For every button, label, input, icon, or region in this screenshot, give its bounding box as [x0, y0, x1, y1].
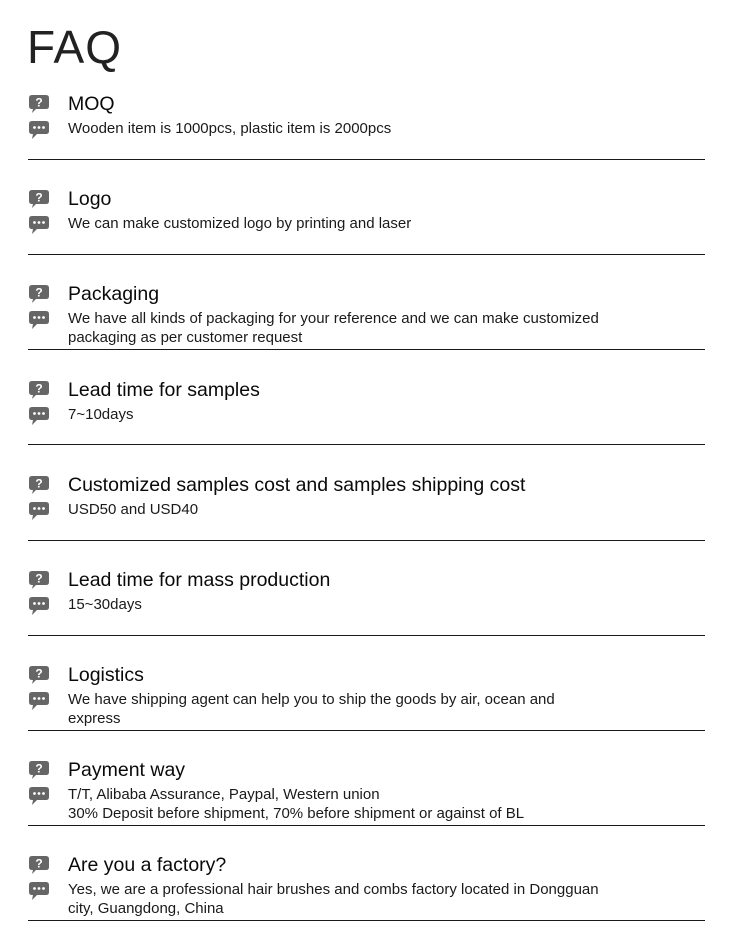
faq-answer	[68, 215, 668, 234]
question-bubble-icon	[28, 855, 50, 875]
faq-answer-line: USD50 and USD40	[68, 501, 199, 518]
chat-bubble-icon	[28, 691, 50, 711]
question-bubble-icon	[28, 284, 50, 304]
faq-answer-line: Yes, we are a professional hair brushes and combs factory located in Dongguan	[68, 881, 599, 898]
svg-text:?: ?	[35, 95, 43, 110]
faq-answer-line: city, Guangdong, China	[68, 899, 224, 917]
faq-answer	[68, 406, 668, 425]
question-bubble-icon	[28, 94, 50, 114]
svg-text:?: ?	[35, 856, 43, 871]
faq-question: Logo	[68, 188, 112, 210]
question-bubble-icon	[28, 665, 50, 685]
faq-answer-line: 7~10days	[68, 406, 134, 423]
faq-answer	[68, 596, 668, 615]
faq-question: Lead time for samples	[68, 379, 260, 401]
faq-answer-line: express	[68, 709, 121, 727]
question-bubble-icon	[28, 475, 50, 495]
faq-question: Are you a factory?	[68, 854, 227, 876]
faq-answer	[68, 691, 668, 728]
svg-text:?: ?	[35, 571, 43, 586]
svg-text:?: ?	[35, 476, 43, 491]
faq-question: Logistics	[68, 664, 144, 686]
faq-answer	[68, 786, 668, 823]
divider	[28, 254, 705, 255]
chat-bubble-icon	[28, 881, 50, 901]
chat-bubble-icon	[28, 120, 50, 140]
faq-answer	[68, 120, 668, 139]
faq-question: Lead time for mass production	[68, 569, 331, 591]
faq-answer	[68, 881, 668, 918]
faq-question: MOQ	[68, 93, 115, 115]
question-bubble-icon	[28, 189, 50, 209]
question-bubble-icon	[28, 570, 50, 590]
faq-question: Packaging	[68, 283, 160, 305]
faq-question: Payment way	[68, 759, 186, 781]
faq-answer-line: We can make customized logo by printing and laser	[68, 215, 412, 232]
faq-answer-line: T/T, Alibaba Assurance, Paypal, Western union	[68, 786, 380, 803]
divider	[28, 825, 705, 826]
chat-bubble-icon	[28, 501, 50, 521]
chat-bubble-icon	[28, 786, 50, 806]
faq-answer	[68, 501, 668, 520]
divider	[28, 730, 705, 731]
chat-bubble-icon	[28, 406, 50, 426]
faq-answer-line: 30% Deposit before shipment, 70% before shipment or against of BL	[68, 804, 525, 822]
svg-text:?: ?	[35, 666, 43, 681]
chat-bubble-icon	[28, 596, 50, 616]
divider	[28, 920, 705, 921]
question-bubble-icon	[28, 380, 50, 400]
chat-bubble-icon	[28, 310, 50, 330]
divider	[28, 444, 705, 445]
faq-answer	[68, 310, 668, 347]
divider	[28, 540, 705, 541]
svg-text:?: ?	[35, 190, 43, 205]
question-bubble-icon	[28, 760, 50, 780]
divider	[28, 635, 705, 636]
faq-answer-line: 15~30days	[68, 596, 142, 613]
faq-answer-line: We have all kinds of packaging for your reference and we can make customized	[68, 310, 599, 327]
divider	[28, 349, 705, 350]
faq-answer-line: We have shipping agent can help you to ship the goods by air, ocean and	[68, 691, 555, 708]
page-title: FAQ	[27, 21, 123, 73]
faq-answer-line: Wooden item is 1000pcs, plastic item is 2000pcs	[68, 120, 392, 137]
svg-text:?: ?	[35, 381, 43, 396]
divider	[28, 159, 705, 160]
chat-bubble-icon	[28, 215, 50, 235]
svg-text:?: ?	[35, 285, 43, 300]
faq-question: Customized samples cost and samples shipping cost	[68, 474, 526, 496]
svg-text:?: ?	[35, 761, 43, 776]
faq-answer-line: packaging as per customer request	[68, 328, 303, 346]
